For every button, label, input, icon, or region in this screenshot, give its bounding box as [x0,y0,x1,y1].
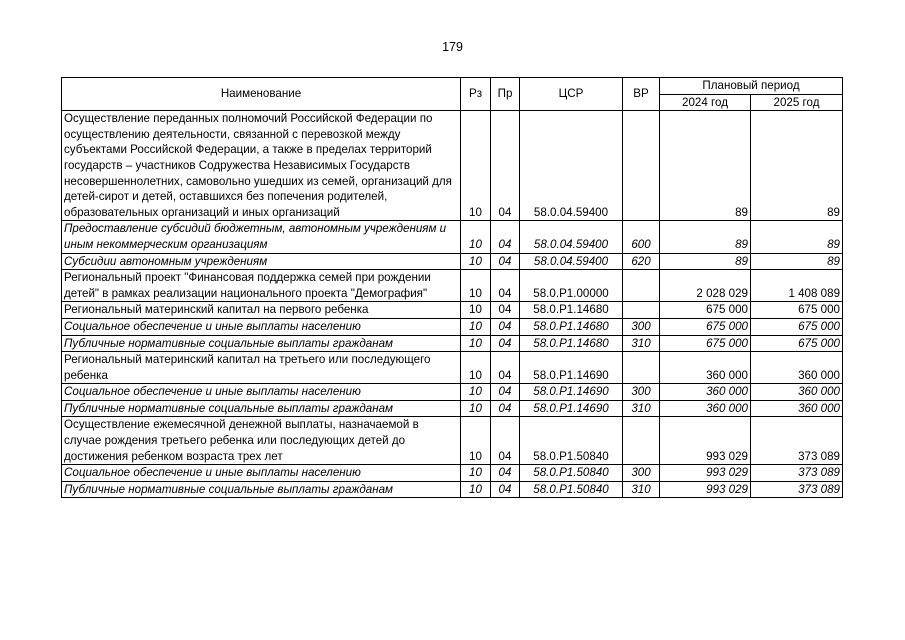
cell-2025: 1 408 089 [751,270,843,302]
cell-vr: 300 [623,465,660,482]
cell-rz: 10 [461,302,491,319]
table-row [62,318,843,335]
cell-pr: 04 [491,481,520,498]
cell-2024: 89 [660,253,751,270]
cell-pr: 04 [491,302,520,319]
cell-vr [623,417,660,465]
header-year-2024: 2024 год [660,94,751,111]
cell-rz: 10 [461,335,491,352]
cell-2024: 675 000 [660,335,751,352]
cell-csr: 58.0.04.59400 [520,221,623,253]
cell-2024: 675 000 [660,318,751,335]
cell-name: Социальное обеспечение и иные выплаты населению [62,465,461,482]
cell-pr: 04 [491,318,520,335]
cell-pr: 04 [491,417,520,465]
cell-rz: 10 [461,384,491,401]
cell-2025: 675 000 [751,318,843,335]
cell-vr: 600 [623,221,660,253]
cell-2024: 89 [660,111,751,221]
cell-pr: 04 [491,253,520,270]
cell-pr: 04 [491,221,520,253]
cell-2025: 360 000 [751,352,843,384]
cell-vr: 620 [623,253,660,270]
cell-2025: 89 [751,111,843,221]
cell-2025: 360 000 [751,400,843,417]
cell-pr: 04 [491,111,520,221]
cell-rz: 10 [461,465,491,482]
table-row [62,384,843,401]
cell-pr: 04 [491,400,520,417]
table-header [62,78,843,111]
cell-pr: 04 [491,384,520,401]
cell-csr: 58.0.Р1.14690 [520,400,623,417]
table-row [62,111,843,221]
header-rz: Рз [461,78,491,111]
cell-vr [623,302,660,319]
cell-vr: 310 [623,481,660,498]
header-vr: ВР [623,78,660,111]
table-row [62,417,843,465]
cell-vr: 310 [623,335,660,352]
cell-rz: 10 [461,352,491,384]
cell-name: Публичные нормативные социальные выплаты гражданам [62,335,461,352]
header-year-2025: 2025 год [751,94,843,111]
header-csr: ЦСР [520,78,623,111]
cell-2024: 993 029 [660,465,751,482]
cell-name: Публичные нормативные социальные выплаты гражданам [62,481,461,498]
cell-csr: 58.0.Р1.14690 [520,352,623,384]
cell-2024: 993 029 [660,481,751,498]
cell-pr: 04 [491,335,520,352]
table-row [62,481,843,498]
cell-name: Социальное обеспечение и иные выплаты населению [62,384,461,401]
table-row [62,465,843,482]
cell-2025: 360 000 [751,384,843,401]
cell-2025: 89 [751,221,843,253]
cell-pr: 04 [491,465,520,482]
cell-csr: 58.0.04.59400 [520,253,623,270]
table-row [62,352,843,384]
cell-csr: 58.0.Р1.14690 [520,384,623,401]
table-row [62,221,843,253]
cell-2024: 89 [660,221,751,253]
table-row [62,302,843,319]
cell-name: Субсидии автономным учреждениям [62,253,461,270]
cell-name: Региональный материнский капитал на первого ребенка [62,302,461,319]
table-row [62,335,843,352]
cell-csr: 58.0.04.59400 [520,111,623,221]
table-row [62,253,843,270]
cell-vr [623,352,660,384]
cell-vr [623,111,660,221]
table-row [62,400,843,417]
cell-2025: 89 [751,253,843,270]
cell-2024: 675 000 [660,302,751,319]
cell-csr: 58.0.Р1.50840 [520,481,623,498]
cell-name: Региональный проект "Финансовая поддержка семей при рождении детей" в рамках реализации национального проекта "Демография" [62,270,461,302]
cell-name: Региональный материнский капитал на третьего или последующего ребенка [62,352,461,384]
cell-2025: 373 089 [751,417,843,465]
cell-vr: 300 [623,384,660,401]
cell-name: Социальное обеспечение и иные выплаты населению [62,318,461,335]
cell-rz: 10 [461,400,491,417]
header-name: Наименование [62,78,461,111]
cell-2025: 675 000 [751,335,843,352]
cell-vr [623,270,660,302]
cell-2025: 373 089 [751,465,843,482]
cell-name: Осуществление переданных полномочий Российской Федерации по осуществлению деятельности, связанной с перевозкой между субъектами Российской Федерации, а также в пределах территорий государств – участников Содружества Независимых Государств несовершеннолетних, самовольно ушедших из семей, организаций для детей-сирот и детей, оставшихся без попечения родителей, образовательных организаций и иных организаций [62,111,461,221]
cell-pr: 04 [491,352,520,384]
cell-name: Осуществление ежемесячной денежной выплаты, назначаемой в случае рождения третьего ребенка или последующих детей до достижения ребенком возраста трех лет [62,417,461,465]
cell-rz: 10 [461,417,491,465]
table-body [62,111,843,498]
cell-name: Публичные нормативные социальные выплаты гражданам [62,400,461,417]
cell-csr: 58.0.Р1.50840 [520,417,623,465]
header-planned-period: Плановый период [660,78,843,95]
cell-rz: 10 [461,253,491,270]
cell-2024: 360 000 [660,384,751,401]
cell-2024: 2 028 029 [660,270,751,302]
cell-csr: 58.0.Р1.00000 [520,270,623,302]
cell-rz: 10 [461,481,491,498]
cell-vr: 310 [623,400,660,417]
cell-rz: 10 [461,111,491,221]
cell-2025: 373 089 [751,481,843,498]
cell-rz: 10 [461,270,491,302]
cell-2025: 675 000 [751,302,843,319]
cell-2024: 360 000 [660,400,751,417]
cell-pr: 04 [491,270,520,302]
page-number: 179 [442,40,463,54]
budget-table [61,77,843,498]
header-pr: Пр [491,78,520,111]
cell-csr: 58.0.Р1.14680 [520,318,623,335]
cell-rz: 10 [461,318,491,335]
cell-csr: 58.0.Р1.50840 [520,465,623,482]
cell-name: Предоставление субсидий бюджетным, автономным учреждениям и иным некоммерческим организациям [62,221,461,253]
cell-2024: 360 000 [660,352,751,384]
cell-csr: 58.0.Р1.14680 [520,302,623,319]
cell-rz: 10 [461,221,491,253]
cell-2024: 993 029 [660,417,751,465]
cell-vr: 300 [623,318,660,335]
table-row [62,270,843,302]
cell-csr: 58.0.Р1.14680 [520,335,623,352]
